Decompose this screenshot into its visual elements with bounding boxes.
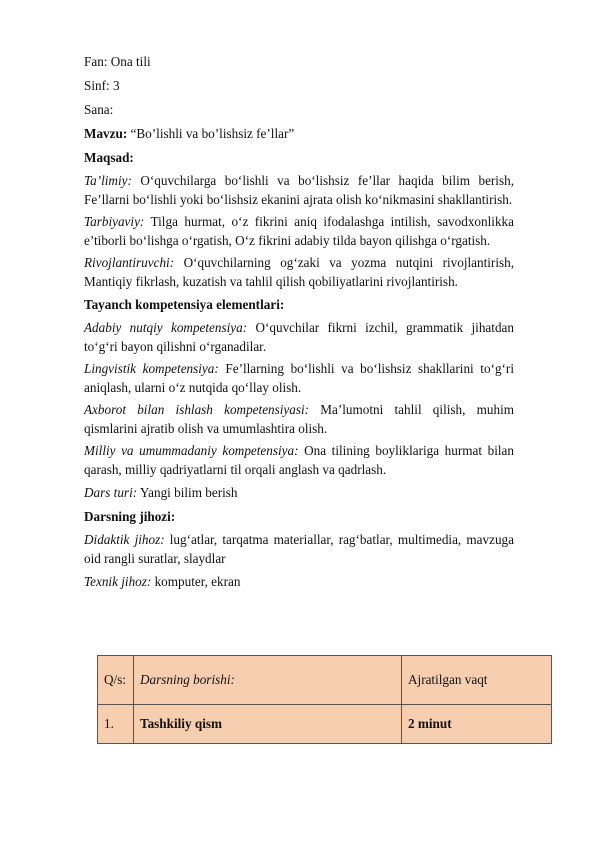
- document-page: [84, 52, 514, 596]
- goal-upbringing: [84, 213, 514, 250]
- lesson-type-text: Yangi bilim berish: [137, 485, 238, 500]
- topic-line: [84, 124, 514, 144]
- competency-label: Lingvistik kompetensiya:: [84, 361, 219, 376]
- table-cell: 2 minut: [402, 705, 552, 744]
- topic-text: “Bo’lishli va bo’lishsiz fe’llar”: [127, 126, 295, 141]
- table-header-cell: Ajratilgan vaqt: [402, 656, 552, 705]
- equipment-technical: [84, 572, 514, 592]
- subject-line: Fan: Ona tili: [84, 54, 151, 69]
- table-cell: Tashkiliy qism: [134, 705, 402, 744]
- competency-text: Fe’llarning bo‘lishli va bo‘lishsiz shakllarini to‘g‘ri aniqlash, ularni o‘z nutqida qo‘llay olish.: [84, 361, 514, 395]
- goal-text: Tilga hurmat, o‘z fikrini aniq ifodalashga intilish, savodxonlikka e’tiborli bo‘lishga o‘rgatish, O‘z fikrini adabiy tilda bayon qilishga o‘rgatish.: [84, 214, 514, 248]
- goal-heading: Maqsad:: [84, 150, 134, 165]
- goal-label: Ta’limiy:: [84, 173, 132, 188]
- goal-developmental: [84, 254, 514, 291]
- competency-item: [84, 360, 514, 397]
- goal-educational: [84, 172, 514, 209]
- equipment-label: Didaktik jihoz:: [84, 532, 165, 547]
- equipment-label: Texnik jihoz:: [84, 574, 152, 589]
- competency-label: Milliy va umummadaniy kompetensiya:: [84, 443, 299, 458]
- competency-text: O‘quvchilar fikrni izchil, grammatik jihatdan to‘g‘ri bayon qilishni o‘rganadilar.: [84, 320, 514, 354]
- equipment-text: lug‘atlar, tarqatma materiallar, rag‘batlar, multimedia, mavzuga oid rangli suratlar, slaydlar: [84, 532, 514, 566]
- lesson-plan-table: [97, 655, 552, 744]
- competency-item: [84, 442, 514, 479]
- goal-text: O‘quvchilarga bo‘lishli va bo‘lishsiz fe’llar haqida bilim berish, Fe’llarni bo‘lishli yoki bo‘lishsiz ekanini ajrata olish ko‘nikmasini shakllantirish.: [84, 173, 514, 207]
- competency-text: Ma’lumotni tahlil qilish, muhim qismlarini ajratib olish va umumlashtira olish.: [84, 402, 514, 436]
- competency-text: Ona tilining boyliklariga hurmat bilan qarash, milliy qadriyatlarni til orqali anglash va qadrlash.: [84, 443, 514, 477]
- lesson-type-line: [84, 483, 514, 503]
- competency-item: [84, 401, 514, 438]
- competency-label: Axborot bilan ishlash kompetensiyasi:: [84, 402, 310, 417]
- table-header-cell: Darsning borishi:: [134, 656, 402, 705]
- competency-item: [84, 319, 514, 356]
- grade-line: Sinf: 3: [84, 78, 120, 93]
- equipment-heading: Darsning jihozi:: [84, 509, 176, 524]
- table-cell: 1.: [98, 705, 134, 744]
- topic-label: Mavzu:: [84, 126, 128, 141]
- equipment-didactic: [84, 531, 514, 568]
- date-line: Sana:: [84, 102, 114, 117]
- table-row: [98, 705, 552, 744]
- competencies-heading: Tayanch kompetensiya elementlari:: [84, 297, 285, 312]
- table-header-row: [98, 656, 552, 705]
- table-header-cell: Q/s:: [98, 656, 134, 705]
- goal-label: Tarbiyaviy:: [84, 214, 145, 229]
- goal-text: O‘quvchilarning og‘zaki va yozma nutqini rivojlantirish, Mantiqiy fikrlash, kuzatish va tahlil qilish qobiliyatlarini rivojlantirish.: [84, 255, 514, 289]
- goal-label: Rivojlantiruvchi:: [84, 255, 175, 270]
- competency-label: Adabiy nutqiy kompetensiya:: [84, 320, 248, 335]
- lesson-type-label: Dars turi:: [84, 485, 138, 500]
- equipment-text: komputer, ekran: [151, 574, 241, 589]
